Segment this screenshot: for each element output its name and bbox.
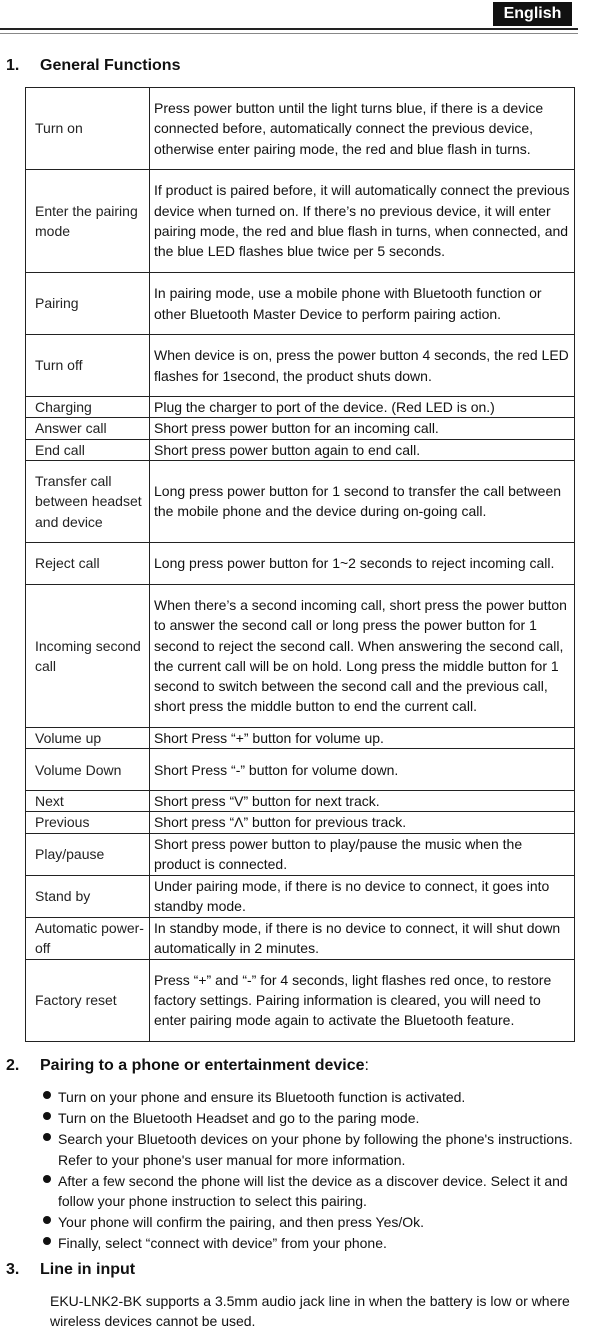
function-description: Long press power button for 1~2 seconds to reject incoming call. (150, 542, 575, 584)
function-label: Charging (26, 397, 150, 418)
function-label: Next (26, 791, 150, 812)
functions-table (25, 87, 575, 1042)
function-row (26, 749, 575, 791)
function-description: Short press “V” button for next track. (150, 791, 575, 812)
function-description: In pairing mode, use a mobile phone with Bluetooth function or other Bluetooth Master Device to perform pairing action. (150, 273, 575, 335)
function-row (26, 170, 575, 273)
function-description: Short Press “+” button for volume up. (150, 727, 575, 748)
function-row (26, 88, 575, 170)
section-number: 2. (6, 1057, 20, 1074)
function-row (26, 335, 575, 397)
bullet-icon (43, 1091, 51, 1099)
section-number: 3. (6, 1261, 20, 1278)
function-row (26, 439, 575, 460)
function-row (26, 273, 575, 335)
header-rule (0, 28, 578, 30)
function-description: When there’s a second incoming call, short press the power button to answer the second call or long press the power button for 1 second to reject the second call. When answering the second call, the current call will be on hold. Long press the middle button for 1 second to switch between the second call and the previous call, short press the middle button to end the current call. (150, 584, 575, 727)
function-row (26, 727, 575, 748)
pairing-step-text: Turn on the Bluetooth Headset and go to the paring mode. (58, 1110, 420, 1127)
pairing-step-text: After a few second the phone will list the device as a discover device. Select it and follow your phone instruction to select this pairing. (58, 1172, 568, 1210)
function-label: Reject call (26, 542, 150, 584)
function-description: Press power button until the light turns blue, if there is a device connected before, automatically connect the previous device, otherwise enter pairing mode, the red and blue flash in turns. (150, 88, 575, 170)
function-row (26, 875, 575, 917)
function-description: Under pairing mode, if there is no device to connect, it goes into standby mode. (150, 875, 575, 917)
function-description: Short press power button for an incoming call. (150, 418, 575, 439)
line-in-description: EKU-LNK2-BK supports a 3.5mm audio jack line in when the battery is low or where wireless devices cannot be used. (50, 1293, 570, 1329)
function-label: Enter the pairing mode (26, 170, 150, 273)
function-description: If product is paired before, it will automatically connect the previous device when turned on. If there’s no previous device, it will enter pairing mode, the red and blue flash in turns, when connected, and the blue LED flashes blue twice per 5 seconds. (150, 170, 575, 273)
function-description: Long press power button for 1 second to transfer the call between the mobile phone and the device during on-going call. (150, 460, 575, 542)
pairing-step-text: Your phone will confirm the pairing, and then press Yes/Ok. (58, 1214, 425, 1231)
function-label: Volume Down (26, 749, 150, 791)
section-title-text: Line in input (40, 1261, 136, 1278)
function-description: When device is on, press the power button 4 seconds, the red LED flashes for 1second, the product shuts down. (150, 335, 575, 397)
function-description: Plug the charger to port of the device. (Red LED is on.) (150, 397, 575, 418)
function-label: Pairing (26, 273, 150, 335)
function-row (26, 418, 575, 439)
pairing-step (40, 1233, 595, 1253)
pairing-step (40, 1108, 595, 1128)
pairing-step-text: Search your Bluetooth devices on your phone by following the phone's instructions. Refer to your phone's user manual for more information. (58, 1131, 573, 1168)
section-title-text: General Functions (40, 57, 181, 74)
pairing-step (40, 1212, 595, 1232)
language-badge: English (493, 2, 572, 26)
function-label: Factory reset (26, 959, 150, 1041)
bullet-icon (43, 1175, 51, 1183)
function-description: Short Press “-” button for volume down. (150, 749, 575, 791)
function-description: Short press power button again to end call. (150, 439, 575, 460)
bullet-icon (43, 1112, 51, 1120)
function-description: Press “+” and “-” for 4 seconds, light flashes red once, to restore factory settings. Pairing information is cleared, you will need to enter pairing mode again to activate the Bluetooth feature. (150, 959, 575, 1041)
function-label: Automatic power-off (26, 917, 150, 959)
pairing-step (40, 1129, 595, 1169)
bullet-icon (43, 1237, 51, 1245)
function-label: End call (26, 439, 150, 460)
function-label: Incoming second call (26, 584, 150, 727)
function-row (26, 584, 575, 727)
function-row (26, 791, 575, 812)
pairing-step (40, 1087, 595, 1107)
function-row (26, 959, 575, 1041)
section-title-pairing (6, 1057, 369, 1075)
pairing-step-text: Finally, select “connect with device” from your phone. (58, 1235, 387, 1252)
function-label: Volume up (26, 727, 150, 748)
function-label: Turn on (26, 88, 150, 170)
function-label: Turn off (26, 335, 150, 397)
section-title-general-functions (6, 57, 180, 75)
function-row (26, 542, 575, 584)
function-label: Answer call (26, 418, 150, 439)
section-title-line-in (6, 1261, 135, 1279)
bullet-icon (43, 1133, 51, 1141)
function-row (26, 812, 575, 833)
section-title-suffix: : (364, 1057, 369, 1074)
function-row (26, 917, 575, 959)
pairing-step-text: Turn on your phone and ensure its Bluetooth function is activated. (58, 1089, 466, 1105)
function-description: Short press power button to play/pause the music when the product is connected. (150, 833, 575, 875)
function-description: In standby mode, if there is no device to connect, it will shut down automatically in 2 minutes. (150, 917, 575, 959)
function-row (26, 460, 575, 542)
pairing-steps-list (40, 1087, 595, 1255)
function-label: Stand by (26, 875, 150, 917)
pairing-step (40, 1171, 595, 1211)
function-label: Previous (26, 812, 150, 833)
function-row (26, 833, 575, 875)
function-row (26, 397, 575, 418)
header-rule-thin (0, 33, 578, 34)
function-label: Transfer call between headset and device (26, 460, 150, 542)
function-label: Play/pause (26, 833, 150, 875)
section-number: 1. (6, 57, 20, 74)
bullet-icon (43, 1216, 51, 1224)
function-description: Short press “Λ” button for previous track. (150, 812, 575, 833)
section-title-text: Pairing to a phone or entertainment device (40, 1057, 365, 1074)
